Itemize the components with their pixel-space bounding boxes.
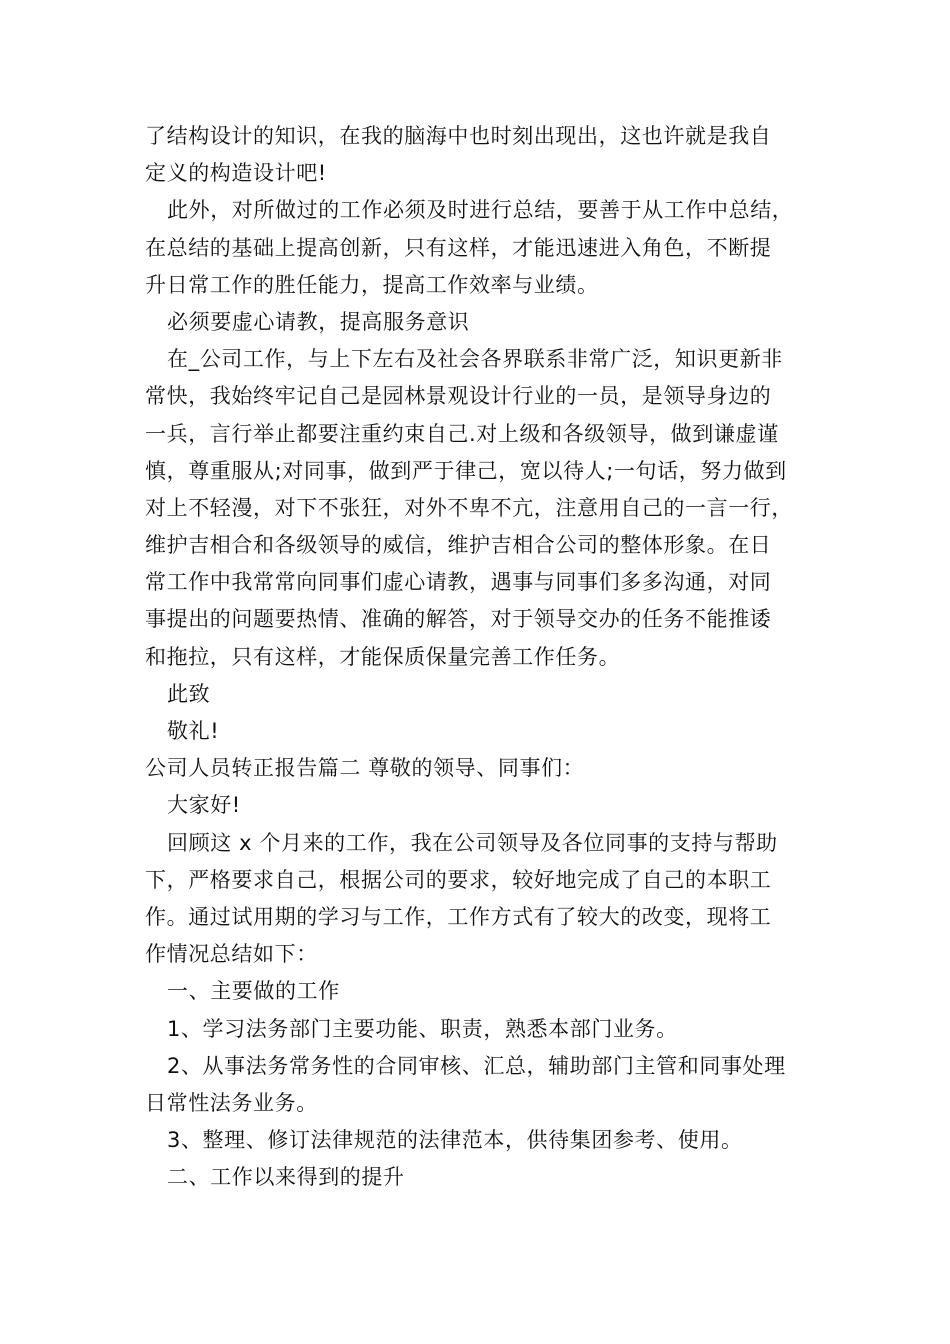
text-line: 和拖拉，只有这样，才能保质保量完善工作任务。 bbox=[145, 644, 621, 669]
greeting: 大家好! bbox=[167, 793, 241, 818]
text-line: 下，严格要求自己，根据公司的要求，较好地完成了自己的本职工 bbox=[145, 867, 772, 892]
text-line: 定义的构造设计吧! bbox=[145, 161, 327, 186]
list-item: 2、从事法务常务性的合同审核、汇总，辅助部门主管和同事处理 bbox=[167, 1053, 786, 1078]
text-line: 回顾这 x 个月来的工作，我在公司领导及各位同事的支持与帮助 bbox=[167, 830, 778, 855]
text-line: 在总结的基础上提高创新，只有这样，才能迅速进入角色，不断提 bbox=[145, 235, 772, 260]
text-line: 了结构设计的知识，在我的脑海中也时刻出现出，这也许就是我自 bbox=[145, 124, 772, 148]
text-line: 升日常工作的胜任能力，提高工作效率与业绩。 bbox=[145, 272, 599, 297]
text-line: 维护吉相合和各级领导的威信，维护吉相合公司的整体形象。在日 bbox=[145, 533, 772, 558]
text-line: 常快，我始终牢记自己是园林景观设计行业的一员，是领导身边的 bbox=[145, 384, 772, 409]
text-line: 事提出的问题要热情、准确的解答，对于领导交办的任务不能推诿 bbox=[145, 607, 772, 632]
text-line: 慎，尊重服从;对同事，做到严于律己，宽以待人;一句话，努力做到 bbox=[145, 458, 787, 483]
list-item: 1、学习法务部门主要功能、职责，熟悉本部门业务。 bbox=[167, 1016, 678, 1041]
closing-salutation: 此致 bbox=[167, 681, 211, 706]
text-line: 作情况总结如下： bbox=[145, 942, 318, 967]
text-line: 对上不轻漫，对下不张狂，对外不卑不亢，注意用自己的一言一行， bbox=[145, 495, 793, 520]
text-line: 在_公司工作，与上下左右及社会各界联系非常广泛，知识更新非 bbox=[167, 347, 783, 372]
list-item: 3、整理、修订法律规范的法律范本，供待集团参考、使用。 bbox=[167, 1128, 743, 1153]
text-line: 日常性法务业务。 bbox=[145, 1090, 318, 1115]
closing-salutation: 敬礼! bbox=[167, 719, 220, 743]
section-heading: 必须要虚心请教，提高服务意识 bbox=[167, 309, 470, 334]
section-heading: 二、工作以来得到的提升 bbox=[167, 1165, 405, 1190]
text-line: 一兵，言行举止都要注重约束自己.对上级和各级领导，做到谦虚谨 bbox=[145, 421, 779, 446]
text-line: 常工作中我常常向同事们虚心请教，遇事与同事们多多沟通，对同 bbox=[145, 570, 772, 595]
report-title: 公司人员转正报告篇二 尊敬的领导、同事们： bbox=[145, 756, 585, 781]
section-heading: 一、主要做的工作 bbox=[167, 979, 340, 1004]
text-line: 此外，对所做过的工作必须及时进行总结，要善于从工作中总结， bbox=[167, 198, 794, 223]
document-body bbox=[145, 118, 825, 1196]
text-line: 作。通过试用期的学习与工作，工作方式有了较大的改变，现将工 bbox=[145, 904, 772, 929]
